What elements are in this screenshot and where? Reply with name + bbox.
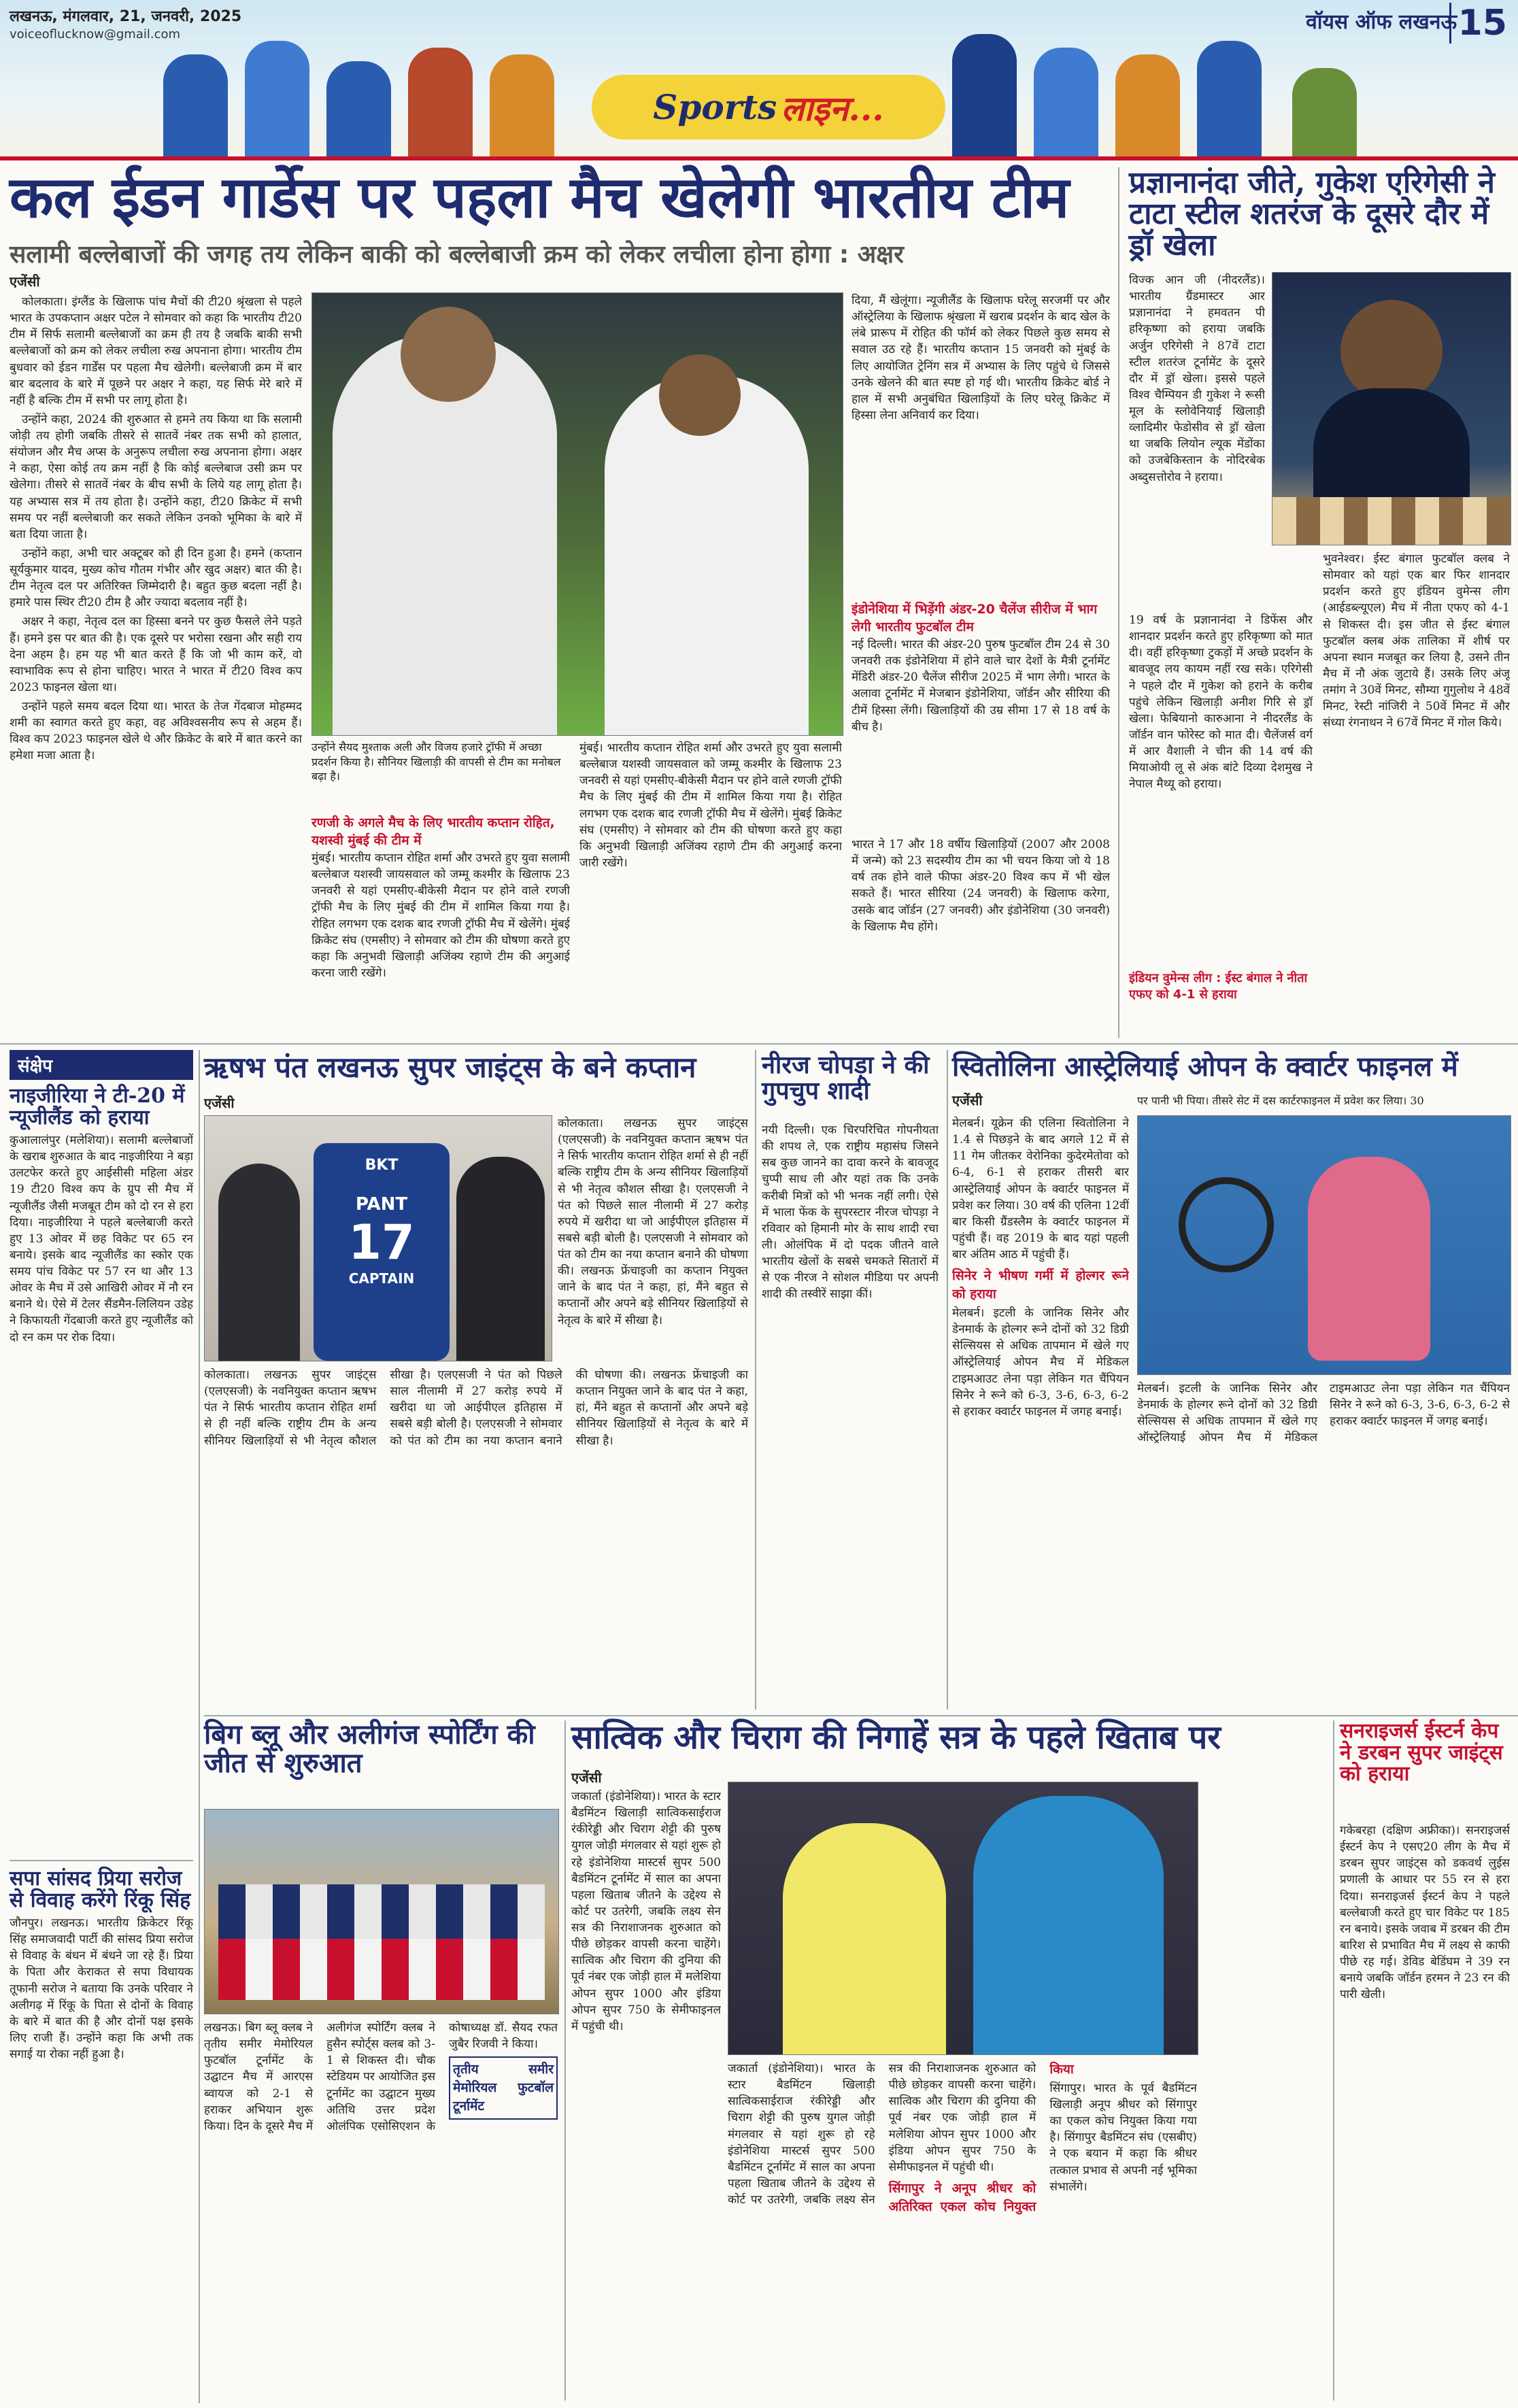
rohit-ranji-box xyxy=(311,809,570,1054)
chess-intro: विज्क आन जी (नीदरलैंड)। भारतीय ग्रैंडमास्टर आर प्रज्ञानानंदा ने हमवतन पी हरिकृष्णा को हराया जबकि अर्जुन एरिगेसी ने 87वें टाटा स्टील शतरंज टूर्नामेंट के दूसरे दौर में ड्रॉ खेला। इससे पहले विश्व चैम्पियन डी गुकेश ने रूसी मूल के स्लोवेनियाई खिलाड़ी व्लादिमीर फेडोसीव से ड्रॉ खेला था जबकि लियोन ल्यूक मेंडोंका को उजबेकिस्तान के नोदिरबेक अब्दुसत्तोरोव ने हराया। xyxy=(1129,273,1265,484)
rohit-ranji-text: मुंबई। भारतीय कप्तान रोहित शर्मा और उभरते हुए युवा सलामी बल्लेबाज यशस्वी जायसवाल को जम्मू कश्मीर के खिलाफ 23 जनवरी से यहां एमसीए-बीकेसी मैदान पर होने वाले रणजी ट्रॉफी मैच के लिए मुंबई की टीम में शामिल किया गया है। रोहित लगभग एक दशक बाद रणजी ट्रॉफी मैच में खेलेंगे। मुंबई क्रिकेट संघ (एमसीए) ने सोमवार को टीम की घोषणा करते हुए कहा कि अनुभवी खिलाड़ी अजिंक्य रहाणे टीम की अगुआई करना जारी रखेंगे। xyxy=(311,851,570,980)
iwl-box xyxy=(1129,966,1313,1004)
lead-headline: कल ईडन गार्डेस पर पहला मैच खेलेगी भारतीय टीम xyxy=(10,163,1070,231)
chess-player-body xyxy=(1313,388,1470,497)
contact-email: voiceoflucknow@gmail.com xyxy=(10,27,181,41)
bigblue-box-title: तृतीय समीर मेमोरियल फुटबॉल टूर्नामेंट xyxy=(449,2056,558,2120)
jersey-sponsor: BKT xyxy=(365,1157,399,1174)
dateline: लखनऊ, मंगलवार, 21, जनवरी, 2025 xyxy=(10,8,242,25)
neeraj-headline: नीरज चोपड़ा ने की गुपचुप शादी xyxy=(762,1051,930,1105)
nigeria-headline: नाइजीरिया ने टी-20 में न्यूजीलैंड को हराया xyxy=(10,1084,185,1130)
football-box xyxy=(851,596,1110,841)
divider xyxy=(0,1043,1518,1045)
section-badge xyxy=(592,75,945,139)
bigblue-headline: बिग ब्लू और अलीगंज स्पोर्टिंग की जीत से शुरुआत xyxy=(204,1718,535,1779)
football-text-2: भारत ने 17 और 18 वर्षीय खिलाड़ियों (2007 और 2008 में जन्मे) को 23 सदस्यीय टीम का भी चयन किया जो ये 18 वर्ष तक होने वाले फीफा अंडर-20 विश्व कप में भी खेल सकते हैं। भारत सीरिया (24 जनवरी) के खिलाफ करेगा, उसके बाद जॉर्डन (27 जनवरी) और इंडोनेशिया (30 जनवरी) के खिलाफ मैच होंगे। xyxy=(851,838,1110,934)
chessboard xyxy=(1272,497,1511,545)
pant-text: कोलकाता। लखनऊ सुपर जाइंट्स (एलएसजी) के नवनियुक्त कप्तान ऋषभ पंत ने सिर्फ भारतीय कप्तान रोहित शर्मा से ही नहीं बल्कि राष्ट्रीय टीम के अन्य सीनियर खिलाड़ियों से भी नेतृत्व कौशल सीखा है। एलएसजी ने पंत को पिछले साल नीलामी में 27 करोड़ रुपये में खरीदा था जो आईपीएल इतिहास में सबसे बड़ी बोली है। एलएसजी ने सोमवार को पंत को टीम का नया कप्तान बनाने की घोषणा की। लखनऊ फ्रेंचाइजी का कप्तान नियुक्त जाने के बाद पंत ने कहा, हां, मैंने बहुत से कप्तानों और अपने बड़े सीनियर खिलाड़ियों से नेतृत्व के बारे में सीखा है। xyxy=(204,1368,748,1448)
satwik-text-2 xyxy=(728,2061,1197,2401)
svitolina-body: मेलबर्न। यूक्रेन की एलिना स्वितोलिना ने 1.4 से पिछड़ने के बाद अगले 12 में से 11 गेम जीतकर वेरोनिका कुदेरमेतोवा को 6-4, 6-1 से हराकर तीसरी बार आस्ट्रेलियाई ओपन के क्वार्टर फाइनल में प्रवेश कर लिया। 30 वर्ष की एलिना 12वीं बार किसी ग्रैंडस्लैम के क्वार्टर फाइनल में पहुंची हैं। वह 2019 के बाद यहां पहली बार अंतिम आठ में पहुंची हैं। xyxy=(952,1117,1129,1261)
section-name-en: Sports xyxy=(653,87,777,127)
pant-headline: ऋषभ पंत लखनऊ सुपर जाइंट्स के बने कप्तान xyxy=(204,1051,696,1084)
pant-text-side: कोलकाता। लखनऊ सुपर जाइंट्स (एलएसजी) के नवनियुक्त कप्तान ऋषभ पंत ने सिर्फ भारतीय कप्तान रोहित शर्मा से ही नहीं बल्कि राष्ट्रीय टीम के अन्य सीनियर खिलाड़ियों से भी नेतृत्व कौशल सीखा है। एलएसजी ने पंत को पिछले साल नीलामी में 27 करोड़ रुपये में खरीदा था जो आईपीएल इतिहास में सबसे बड़ी बोली है। एलएसजी ने सोमवार को पंत को टीम का नया कप्तान बनाने की घोषणा की। लखनऊ फ्रेंचाइजी का कप्तान नियुक्त जाने के बाद पंत ने कहा, हां, मैंने बहुत से कप्तानों और अपने बड़े सीनियर खिलाड़ियों से नेतृत्व के बारे में सीखा है। xyxy=(558,1117,748,1327)
team-row-front xyxy=(218,1939,545,2000)
lead-photo xyxy=(311,292,843,736)
jersey-name: PANT xyxy=(355,1194,408,1215)
player-two xyxy=(973,1796,1164,2054)
player-head-left xyxy=(401,307,496,402)
chess-photo xyxy=(1272,272,1511,545)
pant-photo xyxy=(204,1115,552,1361)
person-right xyxy=(456,1157,545,1361)
top-rule xyxy=(0,156,1518,160)
svitolina-headline: स्वितोलिना आस्ट्रेलियाई ओपन के क्वार्टर फाइनल में xyxy=(952,1051,1458,1083)
satwik-body-2: जकार्ता (इंडोनेशिया)। भारत के स्टार बैडमिंटन खिलाड़ी सात्विकसाईराज रंकीरेड्डी और चिराग शेट्टी की पुरुष युगल जोड़ी मंगलवार से यहां शुरू हो रहे इंडोनेशिया मास्टर्स सुपर 500 बैडमिंटन टूर्नामेंट में साल का अपना पहला खिताब जीतने के उद्देश्य से कोर्ट पर उतरेगी, जबकि लक्ष्य सेन सत्र की निराशाजनक शुरुआत को पीछे छोड़कर वापसी करना चाहेंगे। सात्विक और चिराग की दुनिया की पूर्व नंबर एक जोड़ी हाल में मलेशिया ओपन सुपर 1000 और इंडिया ओपन सुपर 750 के सेमीफाइनल में पहुंची थी। xyxy=(728,2062,1036,2207)
nigeria-text: कुआलालंपुर (मलेशिया)। सलामी बल्लेबाजों के खराब शुरुआत के बाद नाइजीरिया ने बड़ा उलटफेर करते हुए आईसीसी महिला अंडर 19 टी20 विश्व कप के ग्रुप सी मैच में न्यूजीलैंड जैसी मजबूत टीम को दो रन से हरा दिया। नाइजीरिया ने पहले बल्लेबाजी करते हुए 13 ओवर में छह विकेट पर 65 रन बनाये। इसके बाद न्यूजीलैंड का स्कोर एक समय पांच विकेट पर 57 रन था और 13 ओवर के मैच में उसे आखिरी ओवर में नौ रन बनाने थे। ऐसे में टेलर सैंडमैन-लिलियन उडेह ने किफायती गेंदबाजी करते हुए न्यूजीलैंड को दो रन कम पर रोक दिया। xyxy=(10,1134,193,1344)
football-team-photo xyxy=(204,1809,559,2014)
divider xyxy=(199,1050,200,2403)
badminton-photo xyxy=(728,1782,1198,2055)
team-row-back xyxy=(218,1884,545,1939)
football-text: नई दिल्ली। भारत की अंडर-20 पुरुष फुटबॉल टीम 24 से 30 जनवरी तक इंडोनेशिया में होने वाले चार देशों के मैत्री टूर्नामेंट मेंडिरी अंडर-20 चैलेंज सीरीज 2025 में भाग लेगी। भारत के अलावा टूर्नामेंट में मेजबान इंडोनेशिया, जॉर्डन और सीरिया की टीमें हिस्सा लेंगी। खिलाड़ियों की उम्र सीमा 17 से 18 वर्ष के बीच है। xyxy=(851,638,1110,734)
player-head-right xyxy=(659,354,741,436)
divider xyxy=(947,1050,948,1710)
chess-player-head xyxy=(1340,300,1443,402)
lead-para-4: अक्षर ने कहा, नेतृत्व दल का हिस्सा बनने पर कुछ फैसले लेने पड़ते हैं। हमने इस पर बात की है। एक दूसरे पर भरोसा रखना और सही राय देना अहम है। हम यह भी बात करते हैं कि जो भी काम करें, वो स्वाभाविक रूप से होना चाहिए। भारत ने भारत में टी20 विश्व कप 2023 फाइनल खेला था। xyxy=(10,615,302,694)
divider xyxy=(755,1050,756,1710)
divider xyxy=(1333,1720,1334,2401)
svitolina-text-2: मेलबर्न। इटली के जानिक सिनेर और डेनमार्क के होल्गर रूने दोनों को 32 डिग्री सेल्सियस से अधिक तापमान में खेले गए ऑस्ट्रेलियाई ओपन मैच में मेडिकल टाइमआउट लेना पड़ा लेकिन गत चैंपियन सिनेर ने रूने को 6-3, 3-6, 6-3, 6-2 से हराकर क्वार्टर फाइनल में जगह बनाई। xyxy=(1137,1382,1510,1445)
iwl-title: इंडियन वुमेन्स लीग : ईस्ट बंगाल ने नीता एफए को 4-1 से हराया xyxy=(1129,971,1308,1002)
chess-headline: प्रज्ञानानंदा जीते, गुकेश एरिगेसी ने टाटा स्टील शतरंज के दूसरे दौर में ड्रॉ खेला xyxy=(1129,165,1495,263)
pant-jersey xyxy=(314,1143,450,1361)
sinner-text: मेलबर्न। इटली के जानिक सिनेर और डेनमार्क के होल्गर रूने दोनों को 32 डिग्री सेल्सियस से अधिक तापमान में खेले गए ऑस्ट्रेलियाई ओपन मैच में मेडिकल टाइमआउट लेना पड़ा लेकिन गत चैंपियन सिनेर ने रूने को 6-3, 3-6, 6-3, 6-2 से हराकर क्वार्टर फाइनल में जगह बनाई। xyxy=(952,1306,1129,1419)
bigblue-body: लखनऊ। बिग ब्लू क्लब ने तृतीय समीर मेमोरियल फुटबॉल टूर्नामेंट के उद्घाटन मैच में आरएस ब्वायज को 2-1 से हराकर अभियान शुरू किया। दिन के दूसरे मैच में अलीगंज स्पोर्टिंग क्लब ने हुसैन स्पोर्ट्स क्लब को 3-1 से शिकस्त दी। चौक स्टेडियम पर आयोजित इस टूर्नामेंट का उद्घाटन मुख्य अतिथि उत्तर प्रदेश ओलंपिक एसोसिएशन के कोषाध्यक्ष डॉ. सैयद रफत जुबैर रिजवी ने किया। xyxy=(204,2021,558,2133)
lead-para-3: उन्होंने कहा, अभी चार अक्टूबर को ही दिन हुआ है। हमने (कप्तान सूर्यकुमार यादव, मुख्य कोच गौतम गंभीर और खुद अक्षर) बात की है। टीम नेतृत्व दल पर अतिरिक्त जिम्मेदारी है। बहुत कुछ बदला नहीं है। हमारे पास स्थिर टी20 टीम है और ज्यादा बदलाव नहीं है। xyxy=(10,546,302,610)
sinner-title: सिनेर ने भीषण गर्मी में होल्गर रूने को हराया xyxy=(952,1268,1129,1302)
svitolina-byline: एजेंसी xyxy=(952,1092,983,1108)
jersey-number: 17 xyxy=(348,1215,415,1270)
chess-body: 19 वर्ष के प्रज्ञानानंदा ने डिफेंस और शानदार प्रदर्शन करते हुए हरिकृष्णा को मात दी। वहीं हरिकृष्णा टुकड़ों में अच्छे प्रदर्शन के बावजूद लय कायम नहीं रख सके। एरिगेसी ने पहले दौर में गुकेश को हराने के करीब पहुंचे लेकिन खिलाड़ी अनीश गिरि से ड्रॉ खेला। फेबियानो कारुआना ने नीदरलैंड के जॉर्डन वान फोरेस्ट को मात दी। चैलेंजर्स वर्ग में आर वैशाली ने चीन की 14 वर्ष की मियाओयी लू से अंक बांटे दिव्या देशमुख ने नेपाल मैथ्यू को हराया। xyxy=(1129,613,1313,792)
rinku-text: जौनपुर। लखनऊ। भारतीय क्रिकेटर रिंकू सिंह समाजवादी पार्टी की सांसद प्रिया सरोज से विवाह के बंधन में बंधने जा रहे हैं। प्रिया के पिता और केराकत से सपा विधायक तूफानी सरोज ने बताया कि उनके परिवार ने अलीगढ़ में रिंकू के पिता से दोनों के विवाह के बारे में बात की है और दोनों पक्ष इसके लिए राजी हैं। उन्होंने कहा कि अभी तक सगाई या रोका नहीं हुआ है। xyxy=(10,1916,193,2061)
lead-photo-caption: उन्होंने सैयद मुश्ताक अली और विजय हजारे ट्रॉफी में अच्छा प्रदर्शन किया है। सौनियर खिलाड़ी की वापसी से टीम का मनोबल बढ़ा है। xyxy=(311,741,561,783)
person-left xyxy=(218,1164,300,1361)
neeraj-text: नयी दिल्ली। एक चिरपरिचित गोपनीयता की शपथ ले, एक राष्ट्रीय महासंघ जिसने सब कुछ जानने का दावा करने के बावजूद चुप्पी साध ली और यहां तक कि उनके करीबी मित्रों को भी भनक नहीं लगी। ऐसे में भाला फेंक के सुपरस्टार नीरज चोपड़ा ने रविवार को हिमानी मोर के साथ शादी रचा ली। ओलंपिक में दो पदक जीतने वाले भारतीय खेलों के सबसे चमकते सितारों में से एक नीरज ने सोशल मीडिया पर अपनी शादी की तस्वीरें साझा कीं। xyxy=(762,1123,939,1302)
lead-byline: एजेंसी xyxy=(10,273,40,290)
player-one xyxy=(783,1823,946,2054)
divider xyxy=(564,1720,566,2401)
page-number: 15 xyxy=(1449,3,1507,44)
sreedhar-text: सिंगापुर। भारत के पूर्व बैडमिंटन खिलाड़ी अनूप श्रीधर को सिंगापुर का एकल कोच नियुक्त किया गया है। सिंगापुर बैडमिंटन संघ (एसबीए) ने एक बयान में कहा कि श्रीधर तत्काल प्रभाव से अपनी नई भूमिका संभालेंगे। xyxy=(1049,2081,1197,2194)
satwik-byline: एजेंसी xyxy=(571,1769,602,1786)
sunrisers-headline: सनराइजर्स ईस्टर्न केप ने डरबन सुपर जाइंट्स को हराया xyxy=(1340,1719,1503,1786)
tennis-player xyxy=(1308,1157,1430,1361)
satwik-text: जकार्ता (इंडोनेशिया)। भारत के स्टार बैडमिंटन खिलाड़ी सात्विकसाईराज रंकीरेड्डी और चिराग शेट्टी की पुरुष युगल जोड़ी मंगलवार से यहां शुरू हो रहे इंडोनेशिया मास्टर्स सुपर 500 बैडमिंटन टूर्नामेंट में साल का अपना पहला खिताब जीतने के उद्देश्य से कोर्ट पर उतरेगी, जबकि लक्ष्य सेन सत्र की निराशाजनक शुरुआत को पीछे छोड़कर वापसी करना चाहेंगे। सात्विक और चिराग की दुनिया की पूर्व नंबर एक जोड़ी हाल में मलेशिया ओपन सुपर 1000 और इंडिया ओपन सुपर 750 के सेमीफाइनल में पहुंची थी। xyxy=(571,1790,721,2033)
iwl-text: भुवनेश्वर। ईस्ट बंगाल फुटबॉल क्लब ने सोमवार को यहां एक बार फिर शानदार प्रदर्शन करते हुए इंडियन वुमेन्स लीग (आईडब्ल्यूएल) मैच में नीता एफए को 4-1 से शिकस्त दी। इस जीत से ईस्ट बंगाल फुटबॉल क्लब अंक तालिका में शीर्ष पर अपना स्थान मजबूत कर लिया है, उसने तीन मैच में नौ अंक जुटाये हैं। उसके लिए अंजू तमांग ने 30वें मिनट, सौम्या गुगुलोथ ने 48वें मिनट, रेस्टी नांजिरी ने 50वें मिनट में और संध्या रंगनाथन ने 67वें मिनट में गोल किये। xyxy=(1323,552,1510,730)
football-title: इंडोनेशिया में भिड़ेंगी अंडर-20 चैलेंज सीरीज में भाग लेगी भारतीय फुटबॉल टीम xyxy=(851,602,1098,634)
lead-para-2: उन्होंने कहा, 2024 की शुरुआत से हमने तय किया था कि सलामी जोड़ी तय होगी जबकि तीसरे से सातवें नंबर तक सभी को हालात, संयोजन और मैच अप्स के अनुरूप लचीला रुख अपनाना होगा। अक्षर ने कहा, ऐसा कोई तय क्रम नहीं है कि कोई बल्लेबाज उसी क्रम पर खेलेगा। तीसरे से सातवें नंबर के बीच सभी के लिये यह लागू होता है। यह अभ्यास सत्र में तय होता है। उन्होंने कहा, टी20 क्रिकेट में सभी समय पर नहीं बल्लेबाजी कर सकते लेकिन उनको भूमिका के बारे में बता दिया जाता है। xyxy=(10,412,302,541)
sunrisers-text: गकेबरहा (दक्षिण अफ्रीका)। सनराइजर्स ईस्टर्न केप ने एसए20 लीग के मैच में डरबन सुपर जाइंट्स को डकवर्थ लुईस प्रणाली के आधार पर 55 रन से हरा दिया। सनराइजर्स ईस्टर्न केप ने पहले बल्लेबाजी करते हुए चार विकेट पर 185 रन बनाये। इसके जवाब में डरबन की टीम बारिश से प्रभावित मैच में लक्ष्य से काफी पीछे रह गई। डेविड बेडिंघम ने 39 रन बनाये जबकि जॉर्डन हरमन ने 23 रन की पारी खेली। xyxy=(1340,1824,1510,2002)
lead-para-1: कोलकाता। इंग्लैंड के खिलाफ पांच मैचों की टी20 श्रृंखला से पहले भारत के उपकप्तान अक्षर पटेल ने सोमवार को कहा कि भारतीय टी20 टीम में सिर्फ सलामी बल्लेबाजों का क्रम ही तय है जबकि बाकी सभी बल्लेबाजों को क्रम को लेकर लचीला रुख अपनाना होगा। भारतीय टीम बुधवार को ईडन गार्डेंस पर पहला मैच खेलेगी। बल्लेबाजी क्रम में बार बार बदलाव के बारे में पूछने पर अक्षर ने कहा, यह सिर्फ मेरे बारे में नहीं है बल्कि टीम में सभी पर लागू होता है। xyxy=(10,295,302,407)
rohit-ranji-title: रणजी के अगले मैच के लिए भारतीय कप्तान रोहित, यशस्वी मुंबई की टीम में xyxy=(311,815,555,848)
lead-para-5: उन्होंने पहले समय बदल दिया था। भारत के तेज गेंदबाज मोहम्मद शमी का स्वागत करते हुए कहा, वह अविश्वसनीय रूप से अहम हैं। विश्व कप 2023 फाइनल खेले थे और क्रिकेट के बारे में बात करने का हमेशा मजा आता है। xyxy=(10,700,302,763)
rohit-ranji-cont: मुंबई। भारतीय कप्तान रोहित शर्मा और उभरते हुए युवा सलामी बल्लेबाज यशस्वी जायसवाल को जम्मू कश्मीर के खिलाफ 23 जनवरी से यहां एमसीए-बीकेसी मैदान पर होने वाले रणजी ट्रॉफी मैच के लिए मुंबई की टीम में शामिल किया गया है। रोहित लगभग एक दशक बाद रणजी ट्रॉफी मैच में खेलेंगे। मुंबई क्रिकेट संघ (एमसीए) ने सोमवार को टीम की घोषणा करते हुए कहा कि अनुभवी खिलाड़ी अजिंक्य रहाणे टीम की अगुआई करना जारी रखेंगे। xyxy=(579,741,842,870)
rinku-headline: सपा सांसद प्रिया सरोज से विवाह करेंगे रिंकू सिंह xyxy=(10,1867,191,1912)
publication-brand: वॉयस ऑफ लखनऊ xyxy=(1306,10,1457,34)
divider xyxy=(10,1860,193,1861)
tennis-racket xyxy=(1179,1177,1274,1272)
svitolina-text xyxy=(952,1115,1129,1707)
svitolina-photo-caption: पर पानी भी पिया। तीसरे सेट में दस कार्टरफाइनल में प्रवेश कर लिया। 30 xyxy=(1137,1094,1424,1107)
bigblue-text xyxy=(204,2020,558,2401)
lead-column-4: दिया, मैं खेलूंगा। न्यूजीलैंड के खिलाफ घरेलू सरजमीं पर और ऑस्ट्रेलिया के खिलाफ श्रृंखला में खराब प्रदर्शन के बाद खेल के लंबे प्रारूप में रोहित की फॉर्म को लेकर पिछले कुछ समय से सवाल उठ रहे हैं। भारतीय कप्तान 15 जनवरी को मुंबई के लिए आयोजित ट्रेनिंग सत्र में अभ्यास के लिए पहुंचे थे जिससे उनके खेलने की बात स्पष्ट हो गई थी। भारतीय क्रिकेट बोर्ड ने हाल में सभी अनुबंधित खिलाड़ियों के लिए घरेलू क्रिकेट में हिस्सा लेना अनिवार्य कर दिया। xyxy=(851,294,1110,422)
divider xyxy=(1118,167,1119,1038)
brief-column xyxy=(10,1050,193,2403)
satwik-headline: सात्विक और चिराग की निगाहें सत्र के पहले खिताब पर xyxy=(571,1718,1221,1757)
jersey-role: CAPTAIN xyxy=(348,1270,415,1287)
section-name-hi: लाइन... xyxy=(781,88,884,129)
pant-byline: एजेंसी xyxy=(204,1095,235,1111)
svitolina-photo xyxy=(1137,1115,1511,1375)
sreedhar-title: सिंगापुर ने अनूप श्रीधर को अतिरिक्त एकल कोच नियुक्त किया xyxy=(888,2062,1074,2214)
divider xyxy=(204,1715,1518,1716)
lead-subheadline: सलामी बल्लेबाजों की जगह तय लेकिन बाकी को बल्लेबाजी क्रम को लेकर लचीला होना होगा : अक्षर xyxy=(10,241,904,269)
brief-label: संक्षेप xyxy=(10,1050,193,1080)
